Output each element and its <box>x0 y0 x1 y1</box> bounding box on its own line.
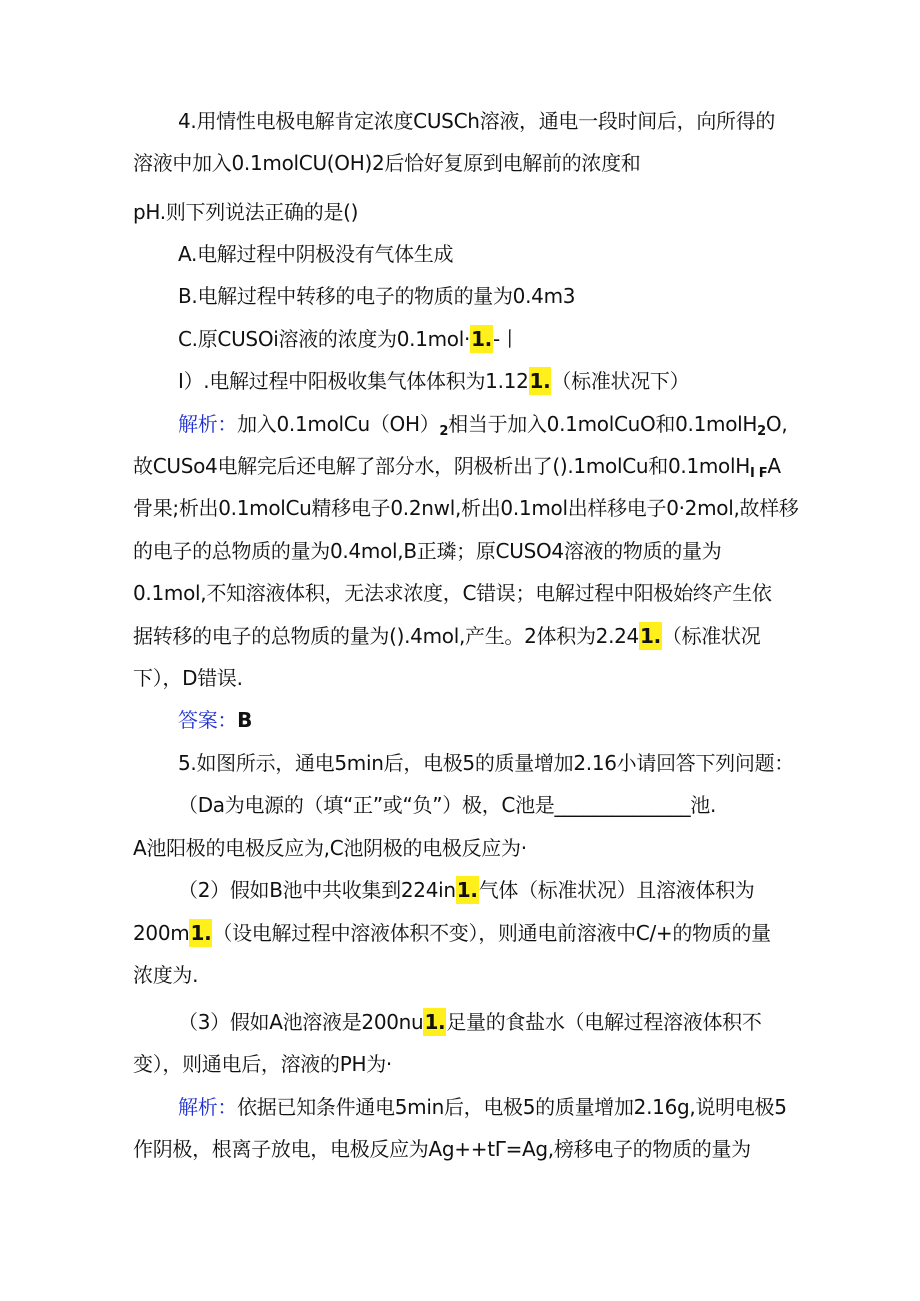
q4-option-c-tail: -丨 <box>492 327 520 351</box>
a4-line-2 <box>133 452 781 488</box>
q5-line-7-text: （3）假如A池溶液是200nu <box>178 1010 424 1034</box>
subscript: 2 <box>439 424 449 439</box>
a4-line-7: 下），D错误. <box>133 666 243 690</box>
q4-option-d-tail: （标准状况下） <box>551 369 690 393</box>
a4-line-4: 的电子的总物质的量为0.4mol,B正璘；原CUSO4溶液的物质的量为 <box>133 539 722 563</box>
q5-line-4-text: （2）假如B池中共收集到224in <box>178 878 456 902</box>
analysis-label: 解析： <box>178 412 238 436</box>
a5-line-1-text: 依据已知条件通电5min后，电极5的质量增加2.16g,说明电极5 <box>237 1095 787 1119</box>
highlight-mark: 1. <box>456 878 478 902</box>
a4-line-1 <box>178 410 787 446</box>
answer-label: 答案： <box>178 708 238 732</box>
a4-line-1-end: O, <box>765 412 788 436</box>
q4-line-3: pH.则下列说法正确的是() <box>133 200 359 224</box>
a4-line-2-end: A <box>767 454 781 478</box>
a4-line-1-text: 加入0.1molCu（OH） <box>237 412 440 436</box>
q5-line-5 <box>133 919 771 947</box>
q5-line-5-tail: （设电解过程中溶液体积不变），则通电前溶液中C/+的物质的量 <box>212 921 771 945</box>
highlight-mark: 1. <box>190 921 212 945</box>
a4-line-6-text: 据转移的电子的总物质的量为().4mol,产生。2体积为2.24 <box>133 624 639 648</box>
subscript: 2 <box>757 424 766 439</box>
q5-line-6: 浓度为. <box>133 963 199 987</box>
q5-line-4 <box>178 876 755 904</box>
q5-line-4-tail: 气体（标准状况）且溶液体积为 <box>478 878 755 902</box>
q5-line-5-text: 200m <box>133 921 190 945</box>
highlight-mark: 1. <box>639 624 661 648</box>
a4-line-1-mid: 相当于加入0.1molCuO和0.1molH <box>448 412 758 436</box>
q4-option-c-text: C.原CUSOi溶液的浓度为0.1mol· <box>178 327 471 351</box>
a4-line-6-tail: （标准状况 <box>661 624 761 648</box>
highlight-mark: 1. <box>471 327 492 351</box>
a4-line-3: 骨果;析出0.1molCu精移电子0.2nwl,析出0.1mol出样移电子0·2mol,故样移 <box>133 496 799 520</box>
highlight-mark: 1. <box>424 1010 446 1034</box>
a5-line-1 <box>178 1093 787 1121</box>
q5-line-7 <box>178 1008 762 1036</box>
a5-line-2: 作阴极，根离子放电，电极反应为Ag++tΓ=Ag,榜移电子的物质的量为 <box>133 1137 751 1161</box>
q4-option-d-text: I）.电解过程中阳极收集气体体积为1.12 <box>178 369 529 393</box>
subscript: I F <box>750 466 768 481</box>
highlight-mark: 1. <box>529 369 551 393</box>
answer-value: B <box>237 708 253 732</box>
q4-option-d <box>178 367 689 395</box>
q5-line-2: （Da为电源的（填“正”或“负”）极，C池是______________池. <box>178 793 717 817</box>
q4-option-a: A.电解过程中阴极没有气体生成 <box>178 242 454 266</box>
q5-line-8: 变），则通电后，溶液的PH为· <box>133 1052 392 1076</box>
q4-line-1: 4.用情性电极电解肯定浓度CUSCh溶液，通电一段时间后，向所得的 <box>178 109 776 133</box>
a4-answer <box>178 706 252 734</box>
q5-line-3: A池阳极的电极反应为,C池阴极的电极反应为· <box>133 836 527 860</box>
analysis-label: 解析： <box>178 1095 238 1119</box>
a4-line-6 <box>133 622 760 650</box>
q4-option-c <box>178 325 520 353</box>
a4-line-5: 0.1mol,不知溶液体积，无法求浓度，C错误；电解过程中阳极始终产生依 <box>133 581 772 605</box>
q4-option-b: B.电解过程中转移的电子的物质的量为0.4m3 <box>178 284 576 308</box>
q4-line-2: 溶液中加入0.1molCU(OH)2后恰好复原到电解前的浓度和 <box>133 151 641 175</box>
q5-line-1: 5.如图所示，通电5min后，电极5的质量增加2.16小请回答下列问题： <box>178 751 794 775</box>
q5-line-7-tail: 足量的食盐水（电解过程溶液体积不 <box>446 1010 762 1034</box>
a4-line-2-text: 故CUSo4电解完后还电解了部分水，阴极析出了().1molCu和0.1molH <box>133 454 750 478</box>
